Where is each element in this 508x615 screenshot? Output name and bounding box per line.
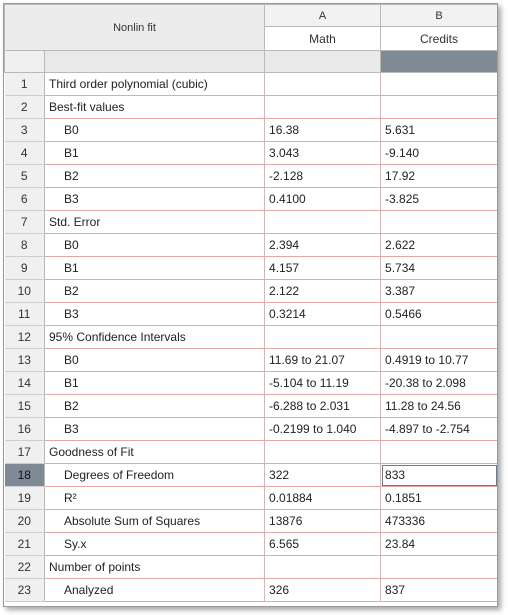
row-number[interactable]: 16 (5, 418, 45, 441)
row-number[interactable]: 3 (5, 119, 45, 142)
table-row (5, 234, 498, 257)
table-row (5, 303, 498, 326)
row-number[interactable]: 17 (5, 441, 45, 464)
cell-a[interactable] (265, 96, 381, 119)
row-number[interactable]: 2 (5, 96, 45, 119)
column-name-b[interactable]: Credits (381, 27, 498, 51)
table-row (5, 142, 498, 165)
cell-b[interactable]: -20.38 to 2.098 (381, 372, 498, 395)
table-row (5, 441, 498, 464)
table-row (5, 165, 498, 188)
table-row (5, 326, 498, 349)
row-number[interactable]: 23 (5, 579, 45, 602)
cell-b[interactable] (381, 211, 498, 234)
row-label[interactable]: B3 (45, 418, 265, 441)
table-row (5, 96, 498, 119)
format-row-label-cell (45, 51, 265, 73)
table-row (5, 533, 498, 556)
cell-a[interactable] (265, 211, 381, 234)
row-label[interactable]: Best-fit values (45, 96, 265, 119)
table-row (5, 464, 498, 487)
cell-a[interactable]: -2.128 (265, 165, 381, 188)
cell-b[interactable]: 0.1851 (381, 487, 498, 510)
column-name-a[interactable]: Math (265, 27, 381, 51)
cell-b[interactable]: 11.28 to 24.56 (381, 395, 498, 418)
cell-b[interactable]: -3.825 (381, 188, 498, 211)
cell-a[interactable]: 16.38 (265, 119, 381, 142)
table-row (5, 349, 498, 372)
row-label[interactable]: Analyzed (45, 579, 265, 602)
cell-b[interactable]: 837 (381, 579, 498, 602)
cell-a[interactable]: 326 (265, 579, 381, 602)
row-number[interactable]: 7 (5, 211, 45, 234)
row-number[interactable]: 12 (5, 326, 45, 349)
row-label[interactable]: Std. Error (45, 211, 265, 234)
cell-a[interactable]: -6.288 to 2.031 (265, 395, 381, 418)
row-number[interactable]: 21 (5, 533, 45, 556)
row-number[interactable]: 18 (5, 464, 45, 487)
column-letter-a[interactable]: A (265, 5, 381, 27)
row-number[interactable]: 14 (5, 372, 45, 395)
row-number[interactable]: 22 (5, 556, 45, 579)
cell-b[interactable]: 833 (381, 464, 498, 487)
table-row (5, 418, 498, 441)
results-table (4, 4, 498, 602)
format-cell-b[interactable] (381, 51, 498, 73)
table-row (5, 280, 498, 303)
cell-b[interactable]: 0.5466 (381, 303, 498, 326)
cell-b[interactable]: 2.622 (381, 234, 498, 257)
cell-a[interactable]: 0.01884 (265, 487, 381, 510)
row-label[interactable]: Third order polynomial (cubic) (45, 73, 265, 96)
row-label[interactable]: B0 (45, 119, 265, 142)
row-number[interactable]: 15 (5, 395, 45, 418)
row-label[interactable]: 95% Confidence Intervals (45, 326, 265, 349)
cell-b[interactable] (381, 326, 498, 349)
format-row-corner (5, 51, 45, 73)
cell-b[interactable]: 3.387 (381, 280, 498, 303)
row-number[interactable]: 11 (5, 303, 45, 326)
row-number[interactable]: 8 (5, 234, 45, 257)
cell-b[interactable]: -4.897 to -2.754 (381, 418, 498, 441)
cell-a[interactable]: 2.122 (265, 280, 381, 303)
table-row (5, 372, 498, 395)
table-row (5, 579, 498, 602)
row-number[interactable]: 1 (5, 73, 45, 96)
table-row (5, 73, 498, 96)
table-row (5, 188, 498, 211)
cell-a[interactable]: 2.394 (265, 234, 381, 257)
table-row (5, 556, 498, 579)
row-label[interactable]: B1 (45, 372, 265, 395)
row-label[interactable]: R² (45, 487, 265, 510)
cell-b[interactable]: 0.4919 to 10.77 (381, 349, 498, 372)
cell-b[interactable] (381, 73, 498, 96)
cell-a[interactable] (265, 73, 381, 96)
cell-b[interactable] (381, 441, 498, 464)
cell-a[interactable]: -0.2199 to 1.040 (265, 418, 381, 441)
cell-b[interactable] (381, 96, 498, 119)
row-number[interactable]: 19 (5, 487, 45, 510)
cell-a[interactable] (265, 441, 381, 464)
cell-a[interactable]: 3.043 (265, 142, 381, 165)
row-label[interactable]: B3 (45, 303, 265, 326)
row-number[interactable]: 9 (5, 257, 45, 280)
table-row (5, 395, 498, 418)
row-label[interactable]: Sy.x (45, 533, 265, 556)
row-number[interactable]: 5 (5, 165, 45, 188)
cell-a[interactable]: 13876 (265, 510, 381, 533)
cell-b[interactable]: 473336 (381, 510, 498, 533)
table-row (5, 510, 498, 533)
row-label[interactable]: B3 (45, 188, 265, 211)
row-number[interactable]: 13 (5, 349, 45, 372)
row-number[interactable]: 6 (5, 188, 45, 211)
row-label[interactable]: B0 (45, 234, 265, 257)
cell-a[interactable]: 322 (265, 464, 381, 487)
cell-b[interactable]: 17.92 (381, 165, 498, 188)
table-row (5, 119, 498, 142)
cell-b[interactable]: -9.140 (381, 142, 498, 165)
sheet-title[interactable]: Nonlin fit (5, 5, 265, 51)
row-label[interactable]: B1 (45, 142, 265, 165)
cell-a[interactable]: 11.69 to 21.07 (265, 349, 381, 372)
table-row (5, 257, 498, 280)
table-row (5, 487, 498, 510)
cell-a[interactable]: 6.565 (265, 533, 381, 556)
table-row (5, 211, 498, 234)
cell-b[interactable]: 23.84 (381, 533, 498, 556)
cell-a[interactable]: -5.104 to 11.19 (265, 372, 381, 395)
cell-b[interactable] (381, 556, 498, 579)
row-number[interactable]: 20 (5, 510, 45, 533)
cell-a[interactable]: 4.157 (265, 257, 381, 280)
cell-a[interactable]: 0.4100 (265, 188, 381, 211)
row-label[interactable]: Absolute Sum of Squares (45, 510, 265, 533)
row-label[interactable]: B2 (45, 395, 265, 418)
format-cell-a[interactable] (265, 51, 381, 73)
row-number[interactable]: 4 (5, 142, 45, 165)
row-label[interactable]: B2 (45, 280, 265, 303)
row-label[interactable]: B0 (45, 349, 265, 372)
cell-b[interactable]: 5.631 (381, 119, 498, 142)
cell-a[interactable]: 0.3214 (265, 303, 381, 326)
row-number[interactable]: 10 (5, 280, 45, 303)
row-label[interactable]: Degrees of Freedom (45, 464, 265, 487)
cell-b[interactable]: 5.734 (381, 257, 498, 280)
row-label[interactable]: B2 (45, 165, 265, 188)
row-label[interactable]: Goodness of Fit (45, 441, 265, 464)
cell-a[interactable] (265, 556, 381, 579)
row-label[interactable]: Number of points (45, 556, 265, 579)
cell-a[interactable] (265, 326, 381, 349)
column-letter-b[interactable]: B (381, 5, 498, 27)
results-sheet (3, 3, 498, 607)
row-label[interactable]: B1 (45, 257, 265, 280)
